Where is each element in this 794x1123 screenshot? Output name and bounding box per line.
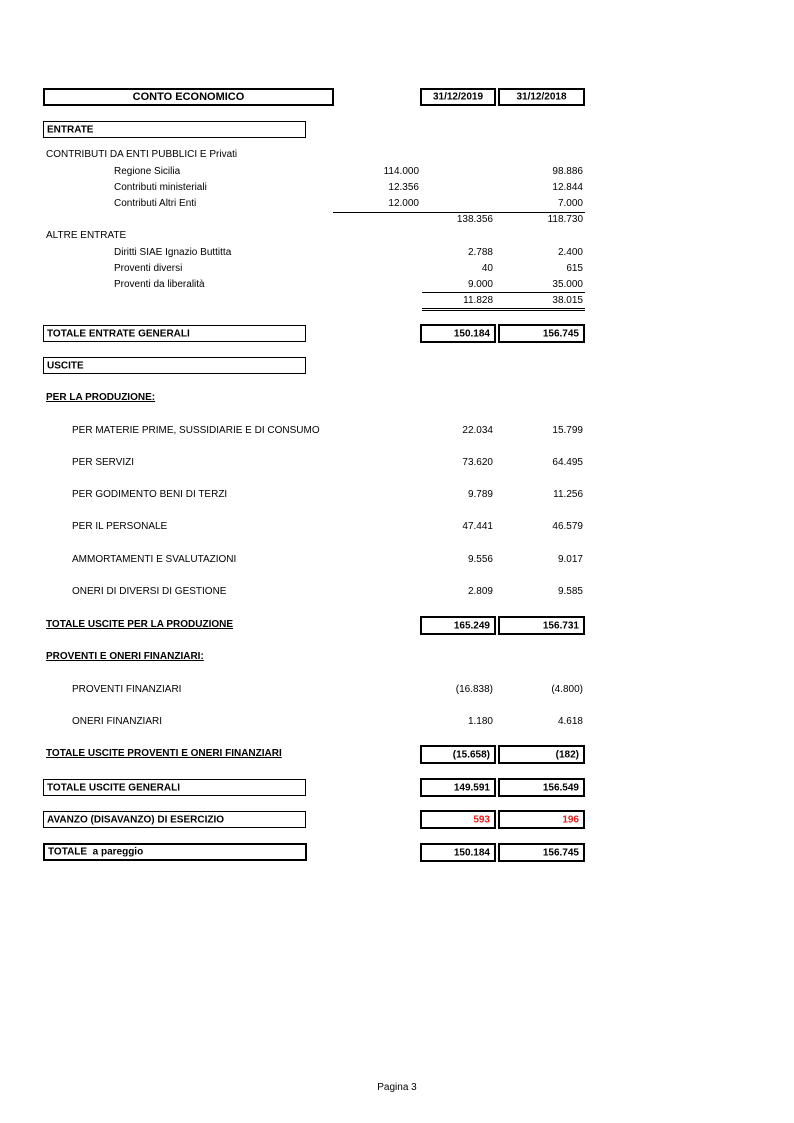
produzione-item-2019: 9.789 bbox=[467, 489, 493, 500]
pareggio-label-box bbox=[43, 843, 307, 861]
finanziari-heading: PROVENTI E ONERI FINANZIARI: bbox=[46, 651, 204, 662]
altre-item-2018: 35.000 bbox=[552, 279, 583, 290]
totale-finanziari-2019-box bbox=[420, 745, 496, 764]
avanzo-2018: 196 bbox=[562, 814, 579, 825]
subtotal-rule bbox=[333, 212, 585, 213]
contributi-item-2018: 98.886 bbox=[552, 166, 583, 177]
double-rule-bottom bbox=[422, 310, 585, 311]
avanzo-label-box bbox=[43, 811, 306, 828]
produzione-item-label: PER GODIMENTO BENI DI TERZI bbox=[72, 489, 228, 500]
section-uscite-label: USCITE bbox=[47, 360, 84, 371]
contributi-heading: CONTRIBUTI DA ENTI PUBBLICI E Privati bbox=[46, 149, 238, 160]
produzione-item-2018: 9.585 bbox=[557, 586, 583, 597]
produzione-item-2019: 47.441 bbox=[462, 521, 493, 532]
finanziari-item-label: PROVENTI FINANZIARI bbox=[72, 684, 182, 695]
produzione-item-label: ONERI DI DIVERSI DI GESTIONE bbox=[72, 586, 227, 597]
pareggio-2018-box bbox=[498, 843, 585, 862]
totale-entrate-2018-box bbox=[498, 324, 585, 343]
contributi-subtotal-2018: 118.730 bbox=[547, 214, 583, 225]
altre-subtotal-2018: 38.015 bbox=[552, 295, 583, 306]
pareggio-2018: 156.745 bbox=[542, 847, 579, 858]
contributi-item-detail: 12.000 bbox=[388, 198, 419, 209]
totale-uscite-2018: 156.549 bbox=[542, 782, 579, 793]
pareggio-label: TOTALE a pareggio bbox=[48, 846, 144, 858]
contributi-item-2018: 12.844 bbox=[552, 182, 583, 193]
totale-produzione-label: TOTALE USCITE PER LA PRODUZIONE bbox=[46, 619, 234, 630]
finanziari-item-2019: 1.180 bbox=[467, 716, 493, 727]
report-title: CONTO ECONOMICO bbox=[132, 91, 245, 103]
avanzo-2018-box bbox=[498, 810, 585, 829]
column-header-2019-label: 31/12/2019 bbox=[432, 91, 484, 103]
totale-finanziari-2019: (15.658) bbox=[452, 749, 490, 760]
altre-item-label: Diritti SIAE Ignazio Buttitta bbox=[114, 247, 232, 258]
totale-entrate-label-box bbox=[43, 325, 306, 342]
altre-item-2019: 2.788 bbox=[467, 247, 493, 258]
column-header-2018-label: 31/12/2018 bbox=[516, 91, 567, 103]
altre-item-2018: 615 bbox=[566, 263, 583, 274]
avanzo-2019: 593 bbox=[473, 814, 490, 825]
totale-produzione-2018-box bbox=[498, 616, 585, 635]
avanzo-label: AVANZO (DISAVANZO) DI ESERCIZIO bbox=[47, 814, 225, 825]
altre-entrate-heading: ALTRE ENTRATE bbox=[46, 230, 127, 241]
produzione-item-2019: 73.620 bbox=[462, 457, 493, 468]
subtotal-rule bbox=[422, 292, 585, 293]
contributi-item-label: Regione Sicilia bbox=[114, 166, 181, 177]
produzione-item-2018: 46.579 bbox=[552, 521, 583, 532]
produzione-item-label: PER IL PERSONALE bbox=[72, 521, 168, 532]
totale-entrate-2018: 156.745 bbox=[542, 328, 579, 339]
contributi-subtotal-2019: 138.356 bbox=[456, 214, 493, 225]
avanzo-2019-box bbox=[420, 810, 496, 829]
double-rule-top bbox=[422, 308, 585, 309]
produzione-item-2018: 64.495 bbox=[552, 457, 583, 468]
produzione-item-label: PER MATERIE PRIME, SUSSIDIARIE E DI CONSUMO bbox=[72, 425, 320, 436]
totale-uscite-label-box bbox=[43, 779, 306, 796]
contributi-item-2018: 7.000 bbox=[557, 198, 583, 209]
produzione-item-2019: 9.556 bbox=[467, 554, 493, 565]
produzione-item-2018: 15.799 bbox=[552, 425, 583, 436]
altre-subtotal-2019: 11.828 bbox=[463, 295, 493, 306]
produzione-item-2019: 22.034 bbox=[462, 425, 493, 436]
totale-produzione-2019-box bbox=[420, 616, 496, 635]
produzione-item-label: AMMORTAMENTI E SVALUTAZIONI bbox=[72, 554, 237, 565]
contributi-item-detail: 114.000 bbox=[383, 166, 419, 177]
contributi-item-detail: 12.356 bbox=[388, 182, 419, 193]
produzione-item-2018: 9.017 bbox=[557, 554, 583, 565]
finanziari-item-2018: 4.618 bbox=[557, 716, 583, 727]
totale-produzione-2018: 156.731 bbox=[542, 620, 579, 631]
contributi-item-label: Contributi ministeriali bbox=[114, 182, 207, 193]
produzione-heading: PER LA PRODUZIONE: bbox=[46, 392, 156, 403]
totale-uscite-2019-box bbox=[420, 778, 496, 797]
totale-entrate-2019: 150.184 bbox=[453, 328, 490, 339]
produzione-item-label: PER SERVIZI bbox=[72, 457, 135, 468]
totale-uscite-label: TOTALE USCITE GENERALI bbox=[47, 782, 180, 793]
contributi-item-label: Contributi Altri Enti bbox=[114, 198, 197, 209]
section-uscite bbox=[43, 357, 306, 374]
page-number: Pagina 3 bbox=[377, 1082, 417, 1093]
totale-uscite-2019: 149.591 bbox=[453, 782, 490, 793]
altre-item-2019: 9.000 bbox=[467, 279, 493, 290]
pareggio-2019: 150.184 bbox=[453, 847, 490, 858]
produzione-item-2018: 11.256 bbox=[553, 489, 583, 500]
produzione-item-2019: 2.809 bbox=[467, 586, 493, 597]
finanziari-item-2018: (4.800) bbox=[551, 684, 583, 695]
finanziari-item-2019: (16.838) bbox=[455, 684, 493, 695]
altre-item-label: Proventi da liberalità bbox=[114, 279, 205, 290]
report-title-box bbox=[43, 88, 334, 106]
column-header-2019 bbox=[420, 88, 496, 106]
finanziari-item-label: ONERI FINANZIARI bbox=[72, 716, 163, 727]
altre-item-label: Proventi diversi bbox=[114, 263, 183, 274]
column-header-2018 bbox=[498, 88, 585, 106]
totale-finanziari-2018: (182) bbox=[555, 749, 579, 760]
totale-entrate-2019-box bbox=[420, 324, 496, 343]
section-entrate-label: ENTRATE bbox=[47, 124, 94, 135]
altre-item-2018: 2.400 bbox=[557, 247, 583, 258]
section-entrate bbox=[43, 121, 306, 138]
pareggio-2019-box bbox=[420, 843, 496, 862]
totale-entrate-label: TOTALE ENTRATE GENERALI bbox=[47, 328, 190, 339]
totale-finanziari-2018-box bbox=[498, 745, 585, 764]
totale-uscite-2018-box bbox=[498, 778, 585, 797]
altre-item-2019: 40 bbox=[481, 263, 493, 274]
totale-finanziari-label: TOTALE USCITE PROVENTI E ONERI FINANZIARI bbox=[46, 748, 282, 759]
totale-produzione-2019: 165.249 bbox=[453, 620, 490, 631]
